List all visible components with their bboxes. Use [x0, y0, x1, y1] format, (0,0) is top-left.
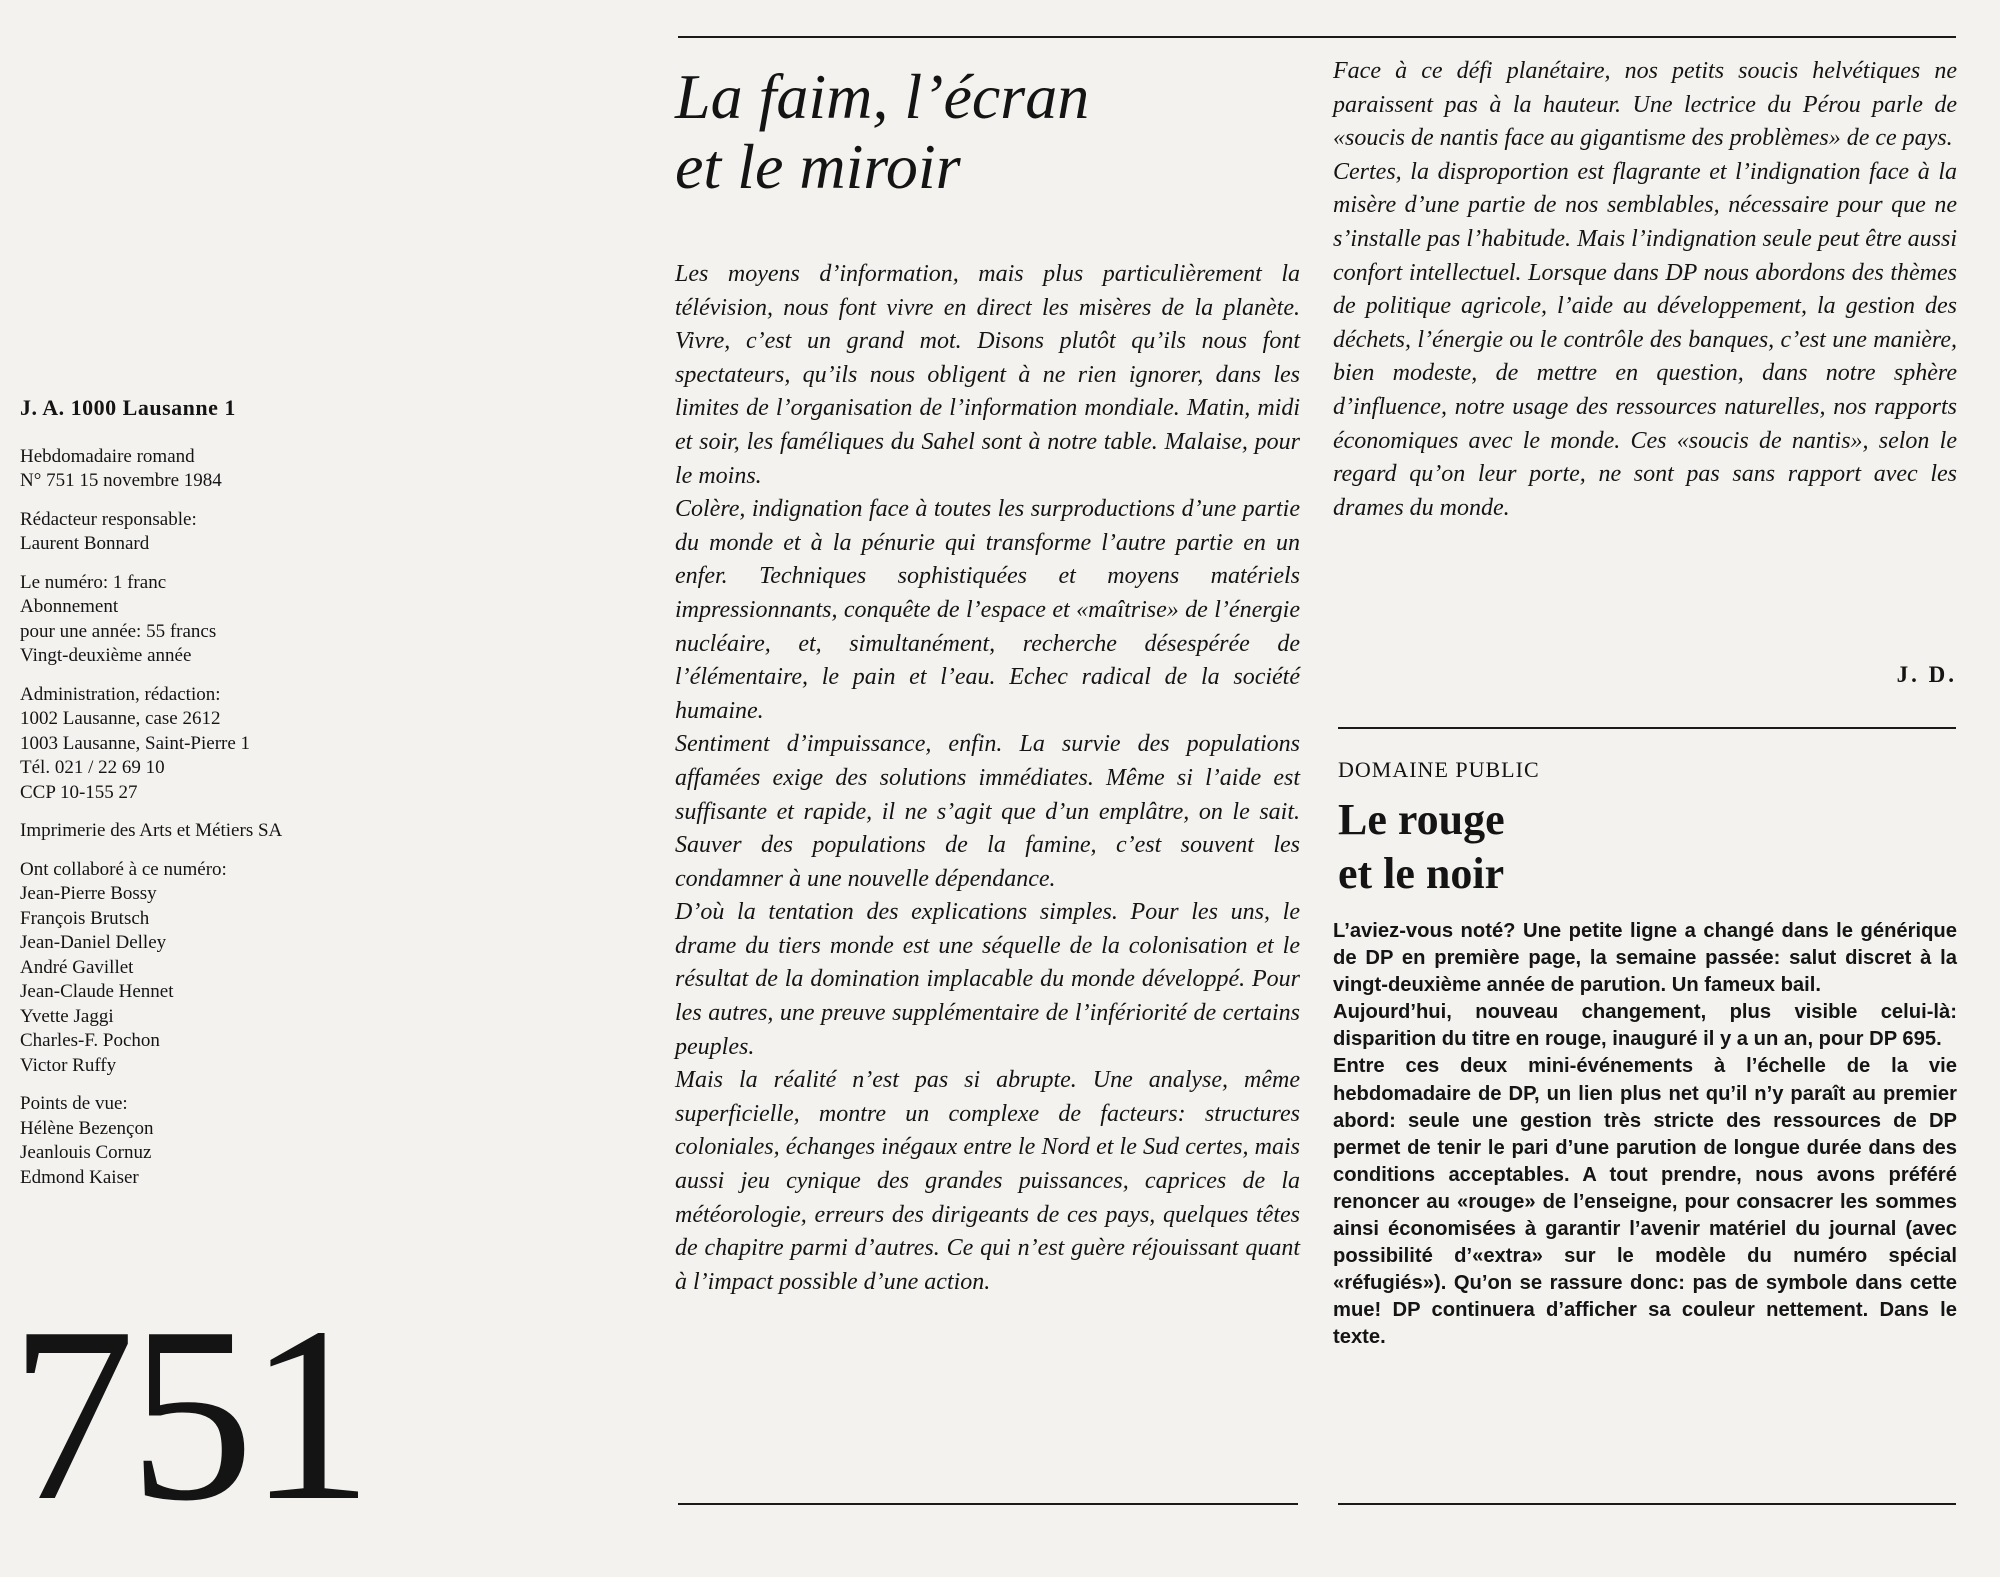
paragraph: D’où la tentation des explications simples. Pour les uns, le drame du tiers monde est une séquelle de la colonisation et le résultat de la domination implacable du monde développé. Pour les autres, une preuve supplémentaire de l’infériorité de certains peuples.	[675, 899, 1300, 1060]
imprint-line: 1003 Lausanne, Saint-Pierre 1	[20, 732, 251, 754]
imprint-block	[20, 819, 390, 844]
imprint-block	[20, 508, 390, 557]
imprint-sidebar	[20, 396, 390, 1204]
imprint-line: Laurent Bonnard	[20, 533, 150, 554]
masthead-box	[380, 0, 615, 1577]
paragraph: Mais la réalité n’est pas si abrupte. Une analyse, même superficielle, montre un complexe de facteurs: structures coloniales, échanges inégaux entre le Nord et le Sud certes, mais aussi jeu cynique des grandes puissances, caprices de la météorologie, erreurs des dirigeants de ces pays, quelques têtes de chapitre parmi d’autres. Ce qui n’est guère réjouissant quant à l’impact possible d’une action.	[675, 1067, 1300, 1295]
imprint-line: Tél. 021 / 22 69 10	[20, 757, 165, 778]
imprint-line: Jeanlouis Cornuz	[20, 1142, 152, 1163]
imprint-line: Vingt-deuxième année	[20, 645, 192, 666]
article-title	[675, 62, 1275, 202]
imprint-line: N° 751 15 novembre 1984	[20, 470, 222, 491]
article-signature: J. D.	[1896, 662, 1957, 687]
imprint-blocks	[20, 445, 390, 1191]
imprint-line: Charles-F. Pochon	[20, 1030, 160, 1051]
imprint-block	[20, 858, 390, 1079]
imprint-line: pour une année: 55 francs	[20, 620, 217, 642]
second-article-body	[1333, 918, 1957, 1352]
imprint-line: François Brutsch	[20, 907, 150, 929]
imprint-line: Victor Ruffy	[20, 1054, 117, 1076]
second-title-line-1: Le rouge	[1338, 795, 1505, 844]
paragraph: L’aviez-vous noté? Une petite ligne a changé dans le générique de DP en première page, la semaine passée: salut discret à la vingt-deuxième année de parution. Un fameux bail.	[1333, 920, 1957, 997]
paragraph: Entre ces deux mini-événements à l’échelle de la vie hebdomadaire de DP, un lien plus net qu’il n’y paraît au premier abord: seule une gestion très stricte des ressources de DP permet de tenir le pari d’une parution de longue durée dans des conditions acceptables. A tout prendre, nous avons préféré renoncer au «rouge» de l’enseigne, pour consacrer les sommes ainsi économisées à garantir l’avenir matériel du journal (avec possibilité d’«extra» sur le modèle du numéro spécial «réfugiés»). Qu’on se rassure donc: pas de symbole dans cette mue! DP continuera d’afficher sa couleur nettement. Dans le texte.	[1333, 1055, 1957, 1349]
imprint-line: Jean-Pierre Bossy	[20, 883, 157, 904]
bottom-rule-right	[1338, 1503, 1956, 1505]
imprint-line: André Gavillet	[20, 956, 134, 978]
article-column-2	[1333, 55, 1957, 525]
imprint-line: Imprimerie des Arts et Métiers SA	[20, 820, 283, 841]
imprint-line: Abonnement	[20, 596, 119, 617]
imprint-line: Administration, rédaction:	[20, 683, 221, 705]
imprint-line: Points de vue:	[20, 1093, 128, 1114]
section-kicker: DOMAINE PUBLIC	[1338, 757, 1540, 782]
imprint-line: Ont collaboré à ce numéro:	[20, 858, 227, 880]
bottom-rule-left	[678, 1503, 1298, 1505]
imprint-block	[20, 445, 390, 494]
imprint-line: Yvette Jaggi	[20, 1005, 114, 1027]
imprint-line: Hebdomadaire romand	[20, 445, 195, 467]
postal-line: J. A. 1000 Lausanne 1	[20, 395, 236, 420]
paragraph: Certes, la disproportion est flagrante et l’indignation face à la misère d’une partie de nos semblables, nécessaire pour que ne s’installe pas l’habitude. Mais l’indignation seule peut être aussi confort intellectuel. Lorsque dans DP nous abordons des thèmes de politique agricole, l’aide au développement, la gestion des déchets, l’énergie ou le contrôle des banques, c’est une manière, bien modeste, de mettre en question, dans notre sphère d’influence, notre usage des ressources naturelles, nos rapports économiques avec le monde. Ces «soucis de nantis», selon le regard qu’on leur porte, ne sont pas sans rapport avec les drames du monde.	[1333, 158, 1957, 521]
imprint-block	[20, 571, 390, 669]
imprint-line: 1002 Lausanne, case 2612	[20, 708, 221, 729]
article-column-1	[675, 258, 1300, 1299]
paragraph: Sentiment d’impuissance, enfin. La survie des populations affamées exige des solutions immédiates. Même si l’aide est suffisante et rapide, il ne s’agit que d’un emplâtre, on le sait. Sauver des populations de la famine, c’est souvent les condamner à une nouvelle dépendance.	[675, 731, 1300, 892]
imprint-line: Edmond Kaiser	[20, 1166, 139, 1188]
issue-number: 751	[10, 1276, 367, 1553]
second-title-line-2: et le noir	[1338, 849, 1505, 898]
imprint-block	[20, 1092, 390, 1190]
imprint-line: Rédacteur responsable:	[20, 508, 197, 530]
top-rule	[678, 36, 1956, 38]
imprint-line: Jean-Claude Hennet	[20, 981, 174, 1002]
imprint-block	[20, 683, 390, 806]
paragraph: Colère, indignation face à toutes les surproductions d’une partie du monde et à la pénurie qui transforme l’autre partie en un enfer. Techniques sophistiquées et moyens matériels impressionnants, conquête de l’espace et «maîtrise» de l’énergie nucléaire, et, simultanément, recherche désespérée de l’élémentaire, le pain et l’eau. Echec radical de la société humaine.	[675, 496, 1300, 724]
imprint-line: Le numéro: 1 franc	[20, 571, 167, 593]
paragraph: Les moyens d’information, mais plus particulièrement la télévision, nous font vivre en direct les misères de la planète. Vivre, c’est un grand mot. Disons plutôt qu’ils nous font spectateurs, qu’ils nous obligent à ne rien ignorer, dans les limites de l’organisation de l’information mondiale. Matin, midi et soir, les faméliques du Sahel sont à notre table. Malaise, pour le moins.	[675, 261, 1300, 489]
second-article-title	[1338, 793, 1505, 901]
imprint-line: Hélène Bezençon	[20, 1117, 154, 1139]
mid-rule	[1338, 727, 1956, 729]
paragraph: Aujourd’hui, nouveau changement, plus visible celui-là: disparition du titre en rouge, inauguré il y a un an, pour DP 695.	[1333, 1001, 1957, 1051]
imprint-line: CCP 10-155 27	[20, 781, 138, 803]
article-title-line-1: La faim, l’écran	[675, 61, 1090, 132]
paragraph: Face à ce défi planétaire, nos petits soucis helvétiques ne paraissent pas à la hauteur. Une lectrice du Pérou parle de «soucis de nantis face au gigantisme des problèmes» de ce pays.	[1333, 58, 1957, 152]
imprint-line: Jean-Daniel Delley	[20, 932, 167, 953]
article-title-line-2: et le miroir	[675, 131, 961, 202]
